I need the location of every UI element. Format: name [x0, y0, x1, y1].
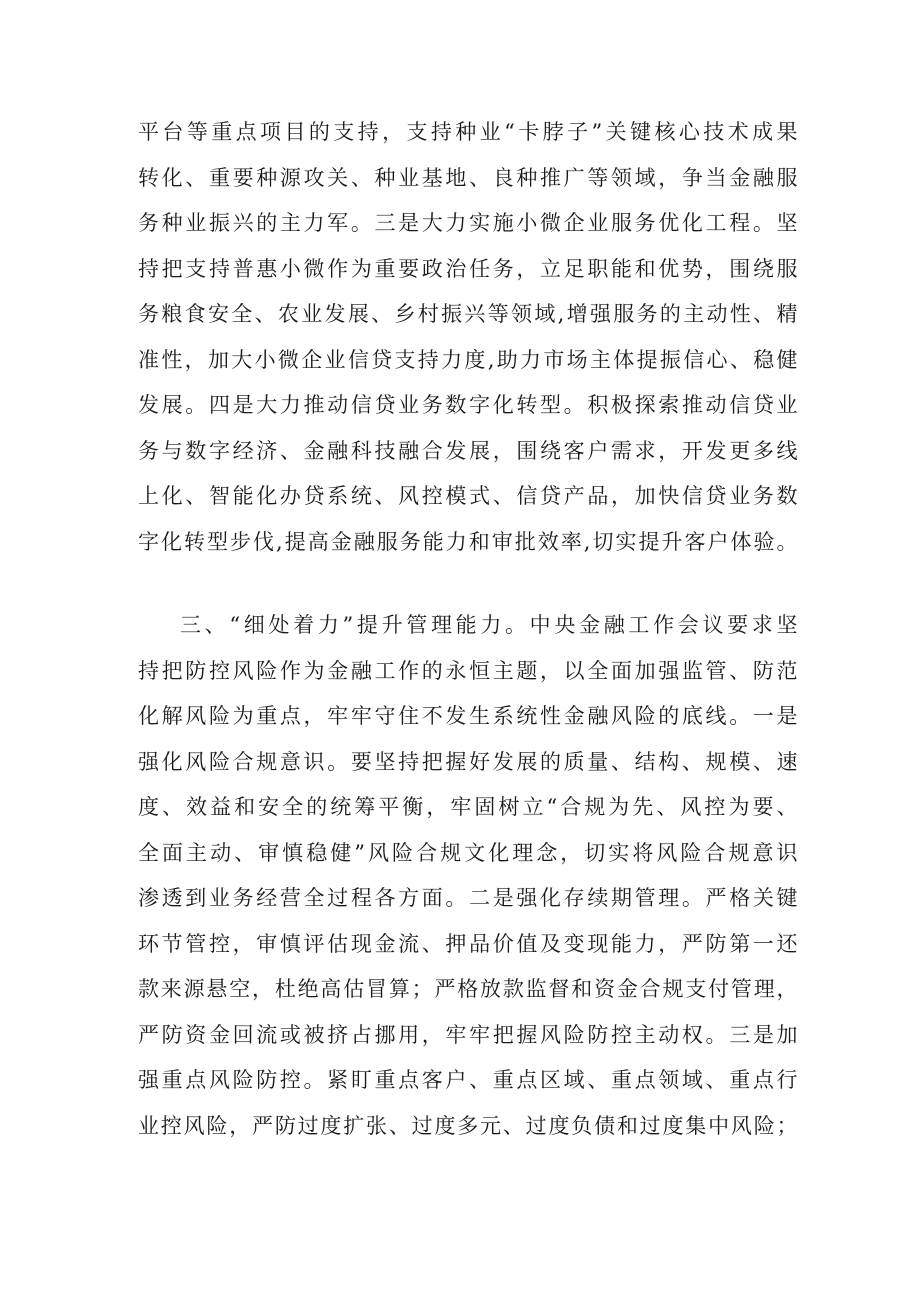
paragraph-2-line: 三、“细处着力”提升管理能力。中央金融工作会议要求坚 — [180, 613, 798, 637]
paragraph-2-line: 度、效益和安全的统筹平衡，牢固树立“合规为先、风控为要、 — [138, 795, 798, 819]
paragraph-1-line: 转化、重要种源攻关、种业基地、良种推广等领域，争当金融服 — [138, 165, 798, 190]
paragraph-1-line: 务种业振兴的主力军。三是大力实施小微企业服务优化工程。坚 — [138, 211, 798, 235]
paragraph-1-line: 发展。四是大力推动信贷业务数字化转型。积极探索推动信贷业 — [138, 393, 798, 417]
paragraph-2-line: 全面主动、审慎稳健”风险合规文化理念，切实将风险合规意识 — [138, 840, 798, 865]
paragraph-2-line: 强化风险合规意识。要坚持把握好发展的质量、结构、规模、速 — [138, 749, 798, 774]
paragraph-2 — [138, 603, 798, 1149]
paragraph-2-line: 业控风险，严防过度扩张、过度多元、过度负债和过度集中风险； — [138, 1113, 798, 1138]
paragraph-1-line: 字化转型步伐,提高金融服务能力和审批效率,切实提升客户体验。 — [138, 529, 798, 554]
paragraph-1-line: 上化、智能化办贷系统、风控模式、信贷产品，加快信贷业务数 — [138, 484, 798, 508]
paragraph-2-line: 环节管控，审慎评估现金流、押品价值及变现能力，严防第一还 — [138, 931, 798, 956]
paragraph-1-line: 准性，加大小微企业信贷支持力度,助力市场主体提振信心、稳健 — [138, 347, 798, 372]
paragraph-1-line: 务与数字经济、金融科技融合发展，围绕客户需求，开发更多线 — [138, 438, 798, 463]
paragraph-2-line: 严防资金回流或被挤占挪用，牢牢把握风险防控主动权。三是加 — [138, 1022, 798, 1047]
paragraph-1 — [138, 110, 798, 565]
paragraph-1-line: 平台等重点项目的支持，支持种业“卡脖子”关键核心技术成果 — [138, 120, 798, 144]
paragraph-2-line: 持把防控风险作为金融工作的永恒主题，以全面加强监管、防范 — [138, 658, 798, 683]
paragraph-1-line: 务粮食安全、农业发展、乡村振兴等领域,增强服务的主动性、精 — [138, 302, 798, 326]
paragraph-1-line: 持把支持普惠小微作为重要政治任务，立足职能和优势，围绕服 — [138, 256, 798, 281]
paragraph-2-line: 款来源悬空，杜绝高估冒算；严格放款监督和资金合规支付管理， — [138, 977, 798, 1001]
paragraph-2-line: 化解风险为重点，牢牢守住不发生系统性金融风险的底线。一是 — [138, 704, 798, 728]
paragraph-2-line: 强重点风险防控。紧盯重点客户、重点区域、重点领域、重点行 — [138, 1068, 798, 1092]
paragraph-2-line: 渗透到业务经营全过程各方面。二是强化存续期管理。严格关键 — [138, 886, 798, 910]
